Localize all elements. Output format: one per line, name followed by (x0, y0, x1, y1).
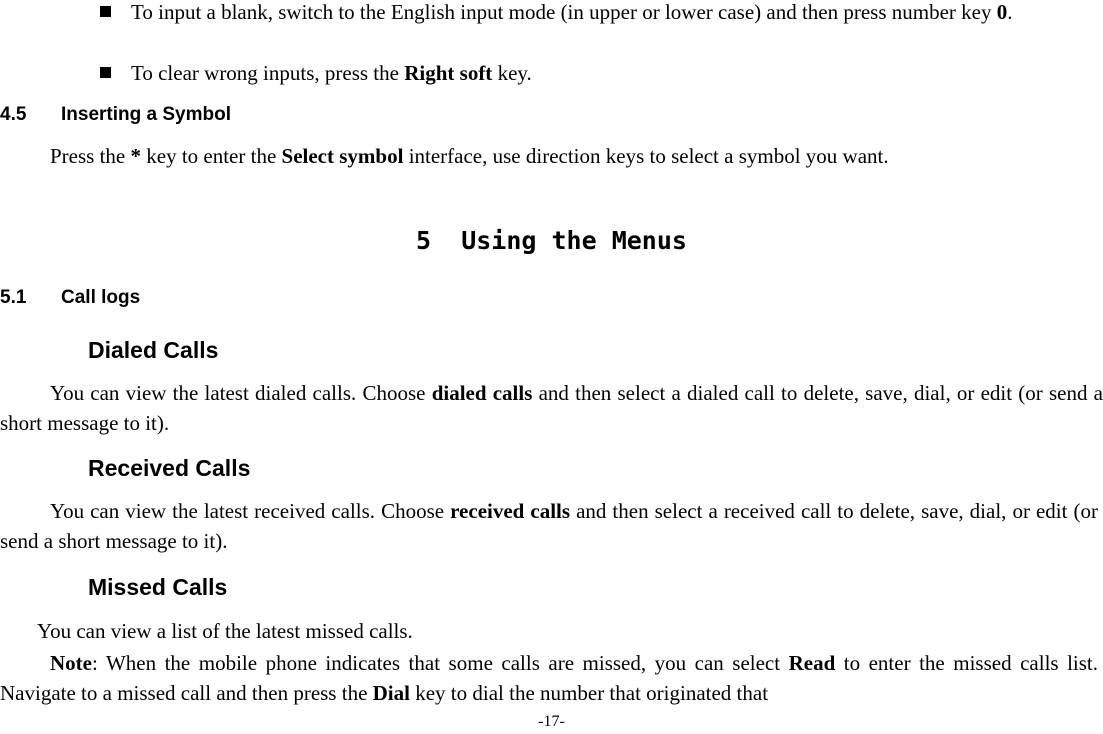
section-number: 5.1 (0, 287, 27, 308)
section-title: Inserting a Symbol (61, 104, 231, 125)
section-heading-5-1 (0, 286, 400, 310)
page-number: -17- (538, 713, 565, 730)
section-number: 4.5 (0, 104, 27, 125)
bullet-item-clear-inputs: To clear wrong inputs, press the Right soft key. (131, 61, 532, 85)
chapter-title: Using the Menus (461, 226, 687, 255)
chapter-heading-5 (0, 225, 1103, 257)
paragraph-missed-note: Note: When the mobile phone indicates that some calls are missed, you can select Read to enter the missed calls list. Navigate to a missed call and then press the Dial key to dial the number that originated that (0, 651, 1099, 705)
paragraph-insert-symbol: Press the * key to enter the Select symbol interface, use direction keys to select a symbol you want. (50, 144, 889, 168)
subheading-received-calls: Received Calls (88, 455, 251, 481)
paragraph-dialed-calls: You can view the latest dialed calls. Choose dialed calls and then select a dialed call to delete, save, dial, or edit (or send a short message to it). (0, 381, 1103, 435)
subheading-missed-calls: Missed Calls (88, 574, 228, 600)
paragraph-missed-calls: You can view a list of the latest missed calls. (37, 619, 413, 643)
bullet-icon (100, 67, 111, 78)
bullet-icon (100, 6, 111, 17)
section-heading-4-5 (0, 103, 400, 127)
paragraph-received-calls: You can view the latest received calls. Choose received calls and then select a received call to delete, save, dial, or edit (or send a short message to it). (0, 499, 1098, 553)
bullet-item-input-blank: To input a blank, switch to the English input mode (in upper or lower case) and then press number key 0. (131, 0, 1013, 24)
chapter-number: 5 (416, 226, 432, 255)
subheading-dialed-calls: Dialed Calls (88, 337, 219, 363)
note-label: Note (50, 651, 92, 675)
section-title: Call logs (61, 287, 141, 308)
